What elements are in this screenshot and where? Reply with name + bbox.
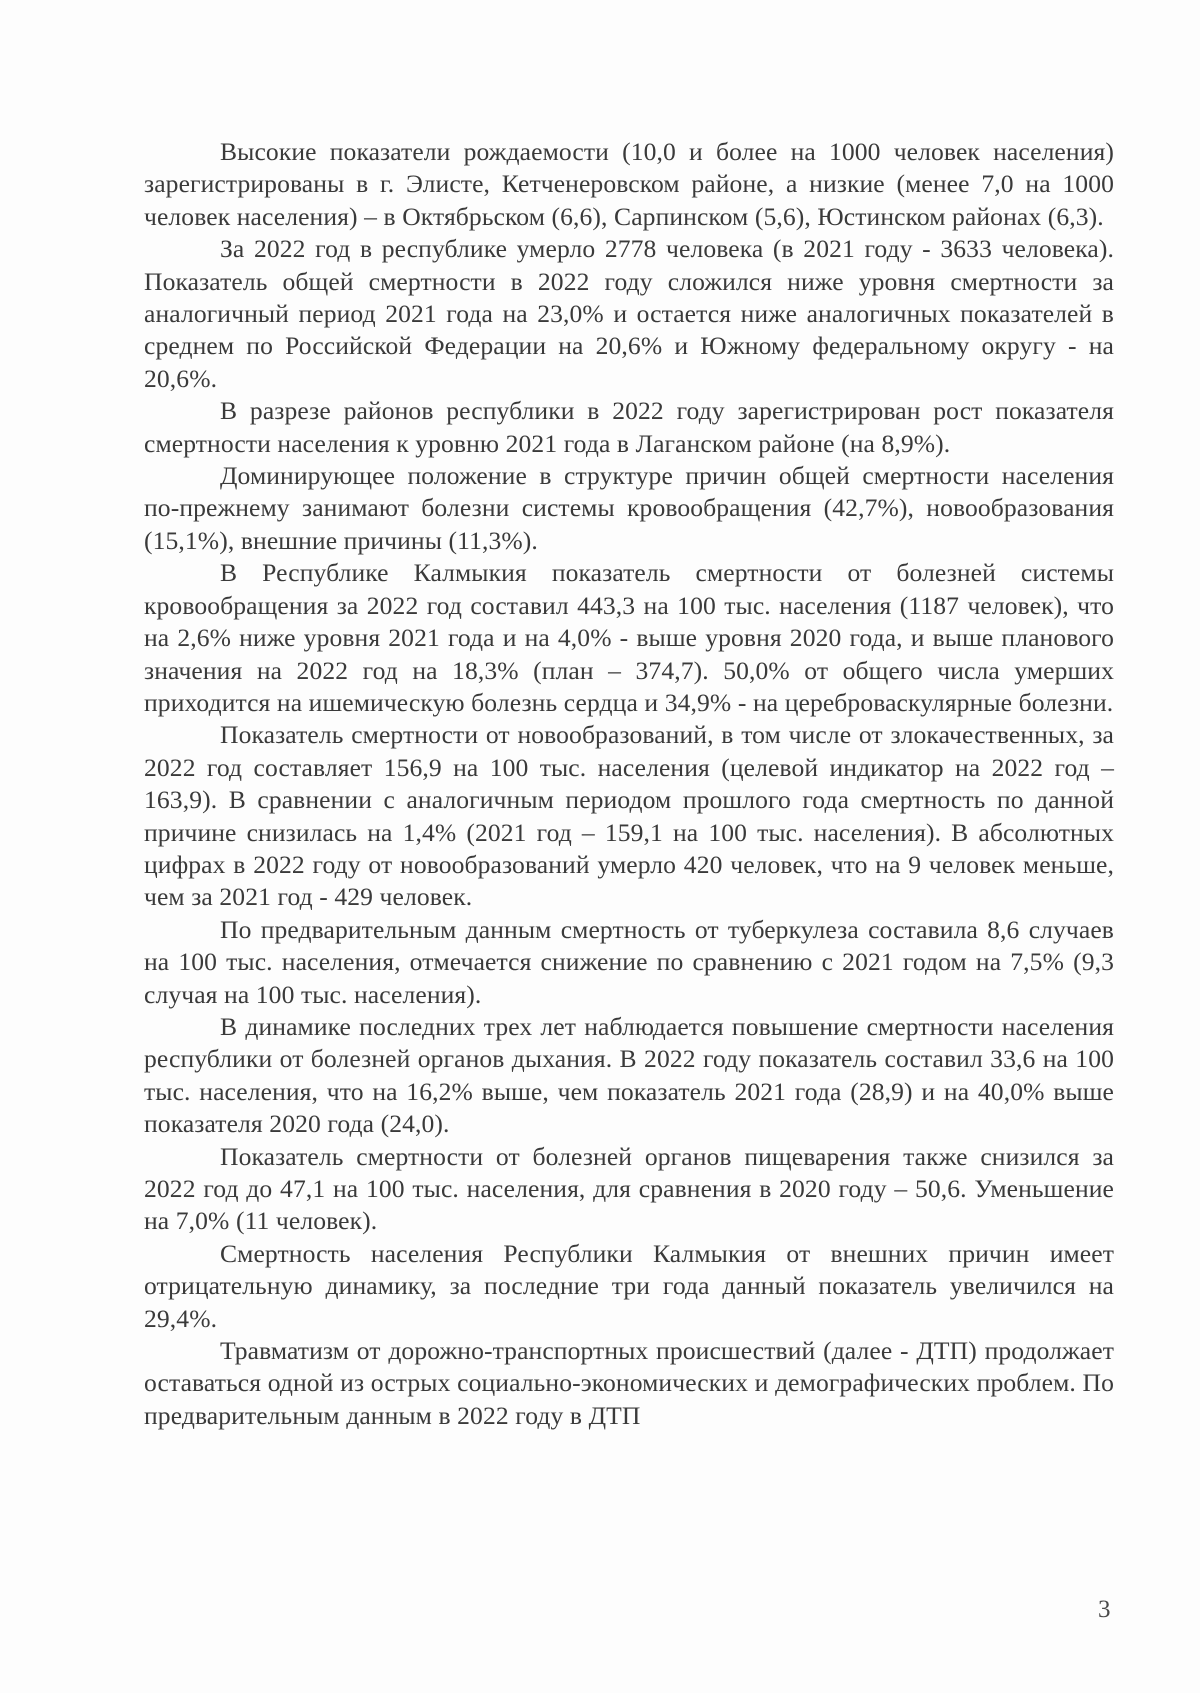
paragraph-respiratory-mortality: В динамике последних трех лет наблюдается повышение смертности населения республики от болезней органов дыхания. В 2022 году показатель составил 33,6 на 100 тыс. населения, что на 16,2% выше, чем показатель 2021 года (28,9) и на 40,0% выше показателя 2020 года (24,0).	[144, 1011, 1114, 1139]
paragraph-tuberculosis-mortality: По предварительным данным смертность от туберкулеза составила 8,6 случаев на 100 тыс. населения, отмечается снижение по сравнению с 2021 годом на 7,5% (9,3 случая на 100 тыс. населения).	[144, 914, 1114, 1009]
paragraph-birth-rates: Высокие показатели рождаемости (10,0 и более на 1000 человек населения) зарегистрированы в г. Элисте, Кетченеровском районе, а низкие (менее 7,0 на 1000 человек населения) – в Октябрьском (6,6), Сарпинском (5,6), Юстинском районах (6,3).	[144, 137, 1114, 231]
page-number: 3	[1098, 1596, 1111, 1623]
paragraph-neoplasm-mortality: Показатель смертности от новообразований, в том числе от злокачественных, за 2022 год составляет 156,9 на 100 тыс. населения (целевой индикатор на 2022 год – 163,9). В сравнении с аналогичным периодом прошлого года смертность по данной причине снизилась на 1,4% (2021 год – 159,1 на 100 тыс. населения). В абсолютных цифрах в 2022 году от новообразований умерло 420 человек, что на 9 человек меньше, чем за 2021 год - 429 человек.	[144, 720, 1114, 912]
paragraph-road-traffic: Травматизм от дорожно-транспортных происшествий (далее - ДТП) продолжает оставаться одной из острых социально-экономических и демографических проблем. По предварительным данным в 2022 году в ДТП	[144, 1336, 1114, 1430]
paragraph-circulatory-mortality: В Республике Калмыкия показатель смертности от болезней системы кровообращения за 2022 год составил 443,3 на 100 тыс. населения (1187 человек), что на 2,6% ниже уровня 2021 года и на 4,0% - выше уровня 2020 года, и выше планового значения на 2022 год на 18,3% (план – 374,7). 50,0% от общего числа умерших приходится на ишемическую болезнь сердца и 34,9% - на цереброваскулярные болезни.	[144, 558, 1114, 717]
paragraph-total-mortality: За 2022 год в республике умерло 2778 человека (в 2021 году - 3633 человека). Показатель общей смертности в 2022 году сложился ниже уровня смертности за аналогичный период 2021 года на 23,0% и остается ниже аналогичных показателей в среднем по Российской Федерации на 20,6% и Южному федеральному округу - на 20,6%.	[144, 234, 1114, 393]
document-body	[144, 136, 1114, 1432]
paragraph-digestive-mortality: Показатель смертности от болезней органов пищеварения также снизился за 2022 год до 47,1 на 100 тыс. населения, для сравнения в 2020 году – 50,6. Уменьшение на 7,0% (11 человек).	[144, 1141, 1114, 1236]
paragraph-mortality-structure: Доминирующее положение в структуре причин общей смертности населения по-прежнему занимают болезни системы кровообращения (42,7%), новообразования (15,1%), внешние причины (11,3%).	[144, 461, 1114, 555]
paragraph-district-mortality: В разрезе районов республики в 2022 году зарегистрирован рост показателя смертности населения к уровню 2021 года в Лаганском районе (на 8,9%).	[144, 396, 1114, 458]
paragraph-external-causes: Смертность населения Республики Калмыкия от внешних причин имеет отрицательную динамику, за последние три года данный показатель увеличился на 29,4%.	[144, 1238, 1114, 1333]
